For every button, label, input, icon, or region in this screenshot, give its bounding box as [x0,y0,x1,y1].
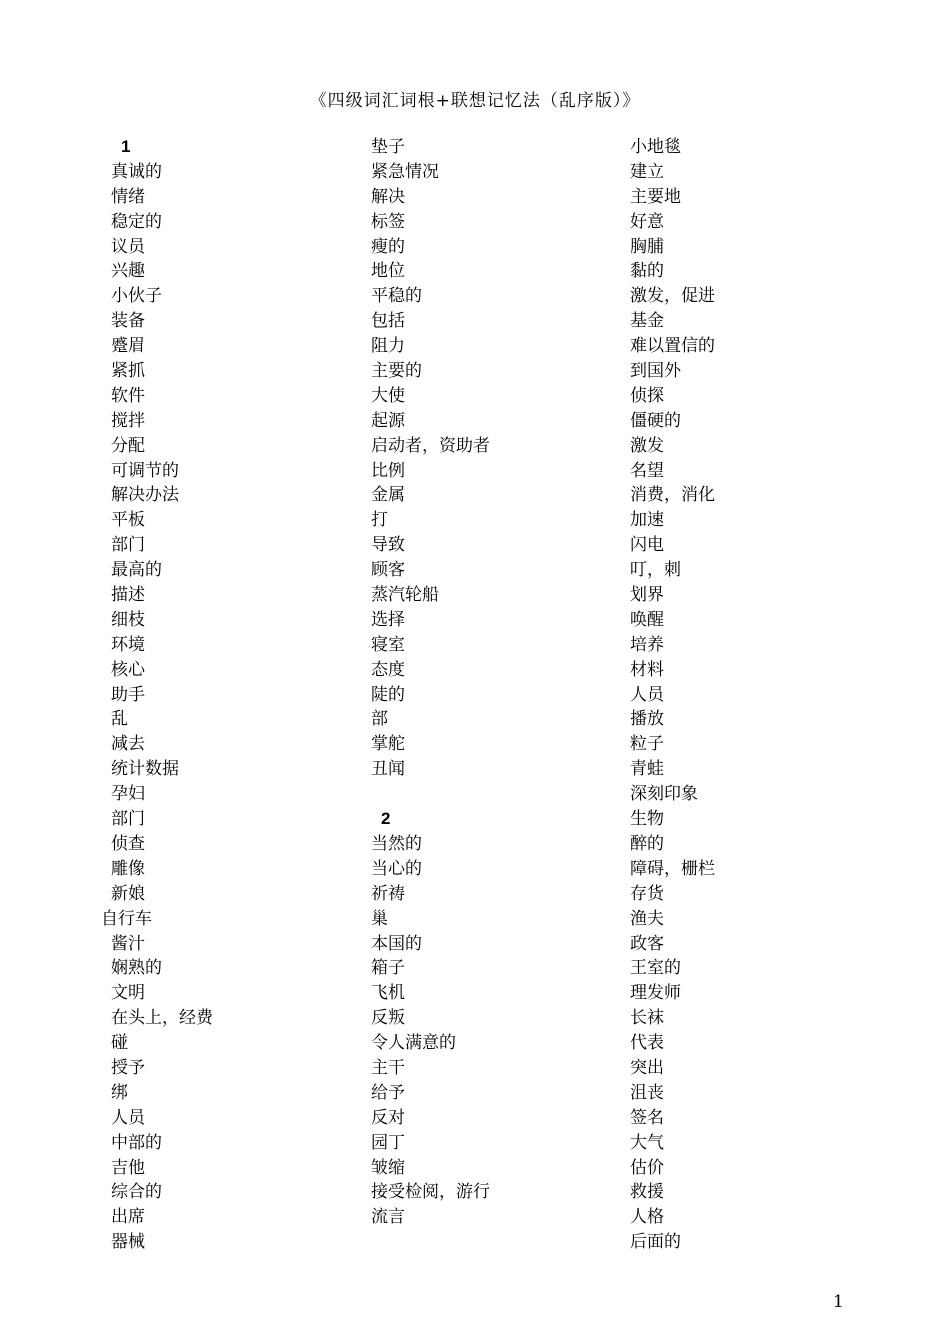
word-entry: 反对 [371,1107,405,1128]
word-entry: 到国外 [630,361,681,382]
word-entry: 当然的 [371,833,422,854]
word-entry: 基金 [630,311,664,332]
word-entry: 加速 [630,510,664,531]
word-entry: 园丁 [371,1132,405,1153]
word-entry: 可调节的 [111,460,179,481]
word-entry: 闪电 [630,535,664,556]
word-entry: 紧急情况 [371,161,439,182]
word-entry: 器械 [111,1232,145,1253]
word-entry: 沮丧 [630,1082,664,1103]
word-entry: 陡的 [371,684,405,705]
word-entry: 起源 [371,410,405,431]
word-entry: 僵硬的 [630,410,681,431]
word-entry: 好意 [630,211,664,232]
word-entry: 吉他 [111,1157,145,1178]
word-entry: 箱子 [371,958,405,979]
word-entry: 紧抓 [111,361,145,382]
word-entry: 流言 [371,1207,405,1228]
word-entry: 反叛 [371,1008,405,1029]
word-entry: 分配 [111,435,145,456]
document-title: 《四级词汇词根+联想记忆法（乱序版）》 [309,91,641,111]
word-entry: 主干 [371,1057,405,1078]
word-entry: 侦探 [630,385,664,406]
word-entry: 比例 [371,460,405,481]
word-entry: 人格 [630,1207,664,1228]
word-entry: 主要的 [371,361,422,382]
word-column-2 [371,135,490,1230]
word-entry: 消费，消化 [630,485,715,506]
section-number: 1 [121,137,131,156]
word-entry: 王室的 [630,958,681,979]
word-entry: 粒子 [630,734,664,755]
word-entry: 祈祷 [371,883,405,904]
word-entry: 授予 [111,1057,145,1078]
word-entry: 态度 [371,659,405,680]
word-entry: 叮，刺 [630,560,681,581]
word-entry: 解决 [371,186,405,207]
word-entry: 难以置信的 [630,336,715,357]
word-entry: 稳定的 [111,211,162,232]
word-entry: 激发，促进 [630,286,715,307]
word-entry: 兴趣 [111,261,145,282]
word-entry: 真诚的 [111,161,162,182]
word-entry: 环境 [111,634,145,655]
word-entry: 主要地 [630,186,681,207]
word-entry: 标签 [371,211,405,232]
word-entry: 乱 [111,709,128,730]
word-entry: 长袜 [630,1008,664,1029]
word-entry: 部门 [111,535,145,556]
word-entry: 醉的 [630,833,664,854]
word-entry: 签名 [630,1107,664,1128]
word-entry: 统计数据 [111,759,179,780]
word-entry: 最高的 [111,560,162,581]
word-entry: 皱缩 [371,1157,405,1178]
word-entry: 播放 [630,709,664,730]
word-entry: 激发 [630,435,664,456]
word-entry: 顾客 [371,560,405,581]
word-entry: 助手 [111,684,145,705]
word-entry: 人员 [111,1107,145,1128]
word-entry: 减去 [111,734,145,755]
word-entry: 小伙子 [111,286,162,307]
blank-line [371,782,490,807]
word-entry: 政客 [630,933,664,954]
word-entry: 黏的 [630,261,664,282]
word-entry: 绑 [111,1082,128,1103]
word-entry: 大使 [371,385,405,406]
word-entry: 酱汁 [111,933,145,954]
word-entry: 给予 [371,1082,405,1103]
word-entry: 当心的 [371,858,422,879]
word-entry: 代表 [630,1033,664,1054]
word-column-1 [101,135,213,1255]
word-entry: 综合的 [111,1182,162,1203]
word-entry: 启动者，资助者 [371,435,490,456]
word-entry: 大气 [630,1132,664,1153]
word-entry: 装备 [111,311,145,332]
word-entry: 议员 [111,236,145,257]
word-entry: 描述 [111,585,145,606]
word-entry: 自行车 [101,908,152,929]
word-entry: 出席 [111,1207,145,1228]
word-entry: 部门 [111,809,145,830]
word-entry: 蹙眉 [111,336,145,357]
word-entry: 生物 [630,809,664,830]
word-column-3 [630,135,715,1255]
word-entry: 细枝 [111,609,145,630]
word-entry: 碰 [111,1033,128,1054]
word-entry: 包括 [371,311,405,332]
word-entry: 搅拌 [111,410,145,431]
word-entry: 青蛙 [630,759,664,780]
word-entry: 理发师 [630,983,681,1004]
word-entry: 丑闻 [371,759,405,780]
word-entry: 估价 [630,1157,664,1178]
word-entry: 深刻印象 [630,784,698,805]
page-number: 1 [833,1292,844,1312]
word-entry: 人员 [630,684,664,705]
word-entry: 平板 [111,510,145,531]
word-entry: 地位 [371,261,405,282]
word-entry: 寝室 [371,634,405,655]
word-entry: 划界 [630,585,664,606]
word-entry: 娴熟的 [111,958,162,979]
section-number: 2 [381,809,391,829]
word-entry: 部 [371,709,388,730]
word-entry: 侦查 [111,833,145,854]
word-entry: 软件 [111,385,145,406]
word-entry: 名望 [630,460,664,481]
word-entry: 飞机 [371,983,405,1004]
word-entry: 唤醒 [630,609,664,630]
word-entry: 孕妇 [111,784,145,805]
word-entry: 新娘 [111,883,145,904]
word-entry: 雕像 [111,858,145,879]
word-entry: 障碍，栅栏 [630,858,715,879]
word-entry: 胸脯 [630,236,664,257]
word-entry: 导致 [371,535,405,556]
word-entry: 核心 [111,659,145,680]
word-entry: 突出 [630,1057,664,1078]
word-entry: 中部的 [111,1132,162,1153]
word-entry: 令人满意的 [371,1033,456,1054]
word-entry: 瘦的 [371,236,405,257]
word-entry: 文明 [111,983,145,1004]
word-entry: 建立 [630,161,664,182]
word-entry: 选择 [371,609,405,630]
word-entry: 金属 [371,485,405,506]
word-entry: 小地毯 [630,137,681,157]
word-entry: 掌舵 [371,734,405,755]
word-entry: 垫子 [371,137,405,157]
word-entry: 接受检阅，游行 [371,1182,490,1203]
word-entry: 解决办法 [111,485,179,506]
word-entry: 情绪 [111,186,145,207]
word-entry: 渔夫 [630,908,664,929]
word-entry: 阻力 [371,336,405,357]
word-entry: 存货 [630,883,664,904]
word-entry: 本国的 [371,933,422,954]
word-entry: 救援 [630,1182,664,1203]
word-entry: 后面的 [630,1232,681,1253]
word-entry: 培养 [630,634,664,655]
word-entry: 打 [371,510,388,531]
word-entry: 蒸汽轮船 [371,585,439,606]
word-entry: 巢 [371,908,388,929]
word-entry: 在头上，经费 [111,1008,213,1029]
word-entry: 平稳的 [371,286,422,307]
word-entry: 材料 [630,659,664,680]
